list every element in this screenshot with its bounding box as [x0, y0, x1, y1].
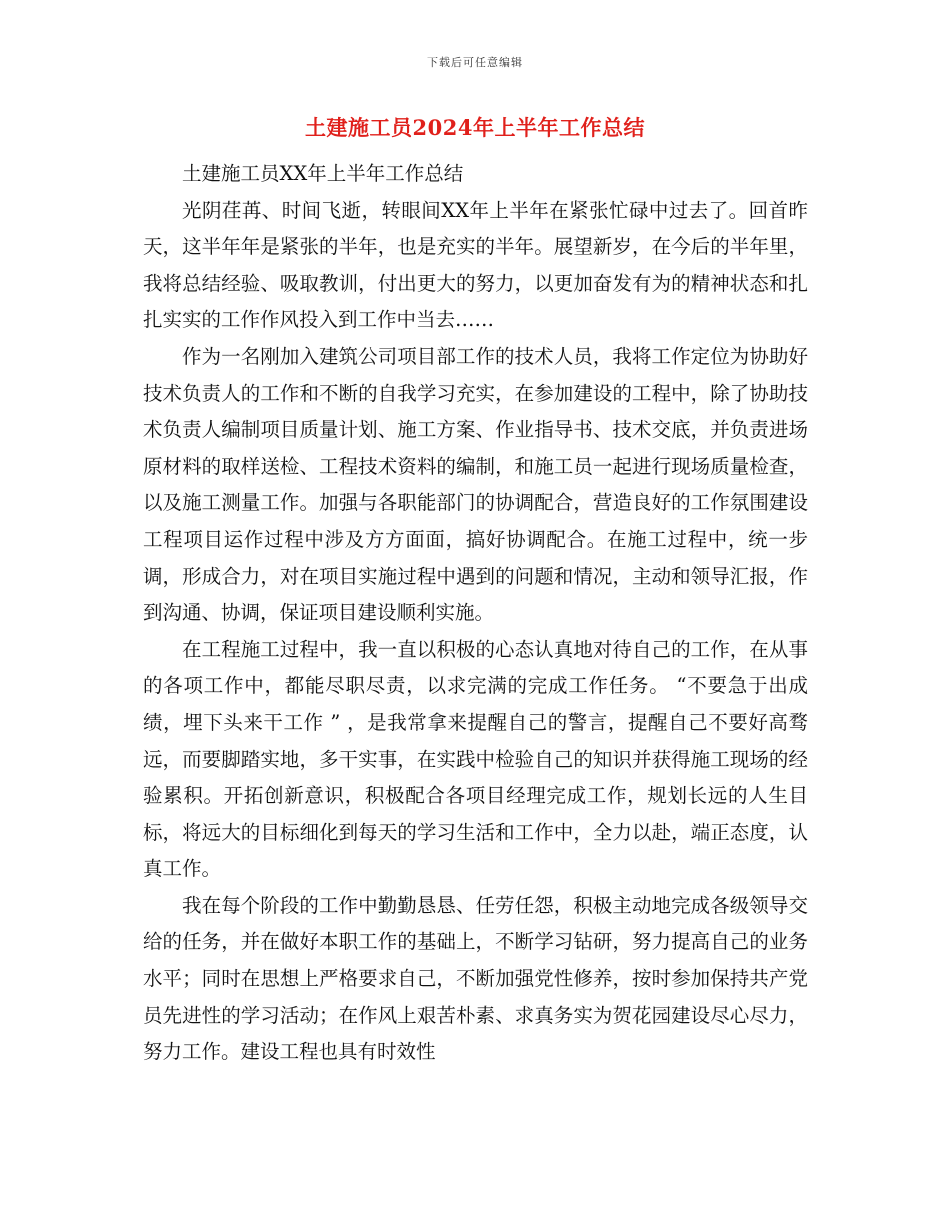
paragraph-subtitle: 土建施工员XX年上半年工作总结	[182, 162, 464, 185]
paragraph-2: 作为一名刚加入建筑公司项目部工作的技术人员，我将工作定位为协助好技术负责人的工作和不断的自我学习充实，在参加建设的工程中，除了协助技术负责人编制项目质量计划、施工方案、作业指导书、技术交底，并负责进场原材料的取样送检、工程技术资料的编制，和施工员一起进行现场质量检查，以及施工测量工作。加强与各职能部门的协调配合，营造良好的工作氛围建设工程项目运作过程中涉及方方面面，搞好协调配合。在施工过程中，统一步调，形成合力，对在项目实施过程中遇到的问题和情况，主动和领导汇报，作到沟通、协调，保证项目建设顺利实施。	[143, 344, 808, 625]
paragraph-4: 我在每个阶段的工作中勤勤恳恳、任劳任怨，积极主动地完成各级领导交给的任务，并在做好本职工作的基础上，不断学习钻研，努力提高自己的业务水平；同时在思想上严格要求自己，不断加强党性修养，按时参加保持共产党员先进性的学习活动；在作风上艰苦朴素、求真务实为贺花园建设尽心尽力，努力工作。建设工程也具有时效性	[143, 893, 808, 1064]
paragraph-1: 光阴荏苒、时间飞逝，转眼间XX年上半年在紧张忙碌中过去了。回首昨天，这半年年是紧张的半年，也是充实的半年。展望新岁，在今后的半年里，我将总结经验、吸取教训，付出更大的努力，以更加奋发有为的精神状态和扎扎实实的工作作风投入到工作中当去……	[143, 198, 808, 332]
header-note: 下载后可任意编辑	[427, 56, 523, 69]
document-body	[143, 156, 808, 1071]
paragraph-3: 在工程施工过程中，我一直以积极的心态认真地对待自己的工作，在从事的各项工作中，都能尽职尽责，以求完满的完成工作任务。 “不要急于出成绩，埋下头来干工作 ” ，是我常拿来提醒自己的警言，提醒自己不要好高骛远，而要脚踏实地，多干实事，在实践中检验自己的知识并获得施工现场的经验累积。开拓创新意识，积极配合各项目经理完成工作，规划长远的人生目标，将远大的目标细化到每天的学习生活和工作中，全力以赴，端正态度，认真工作。	[143, 637, 808, 881]
document-title: 土建施工员2024年上半年工作总结	[305, 115, 645, 140]
